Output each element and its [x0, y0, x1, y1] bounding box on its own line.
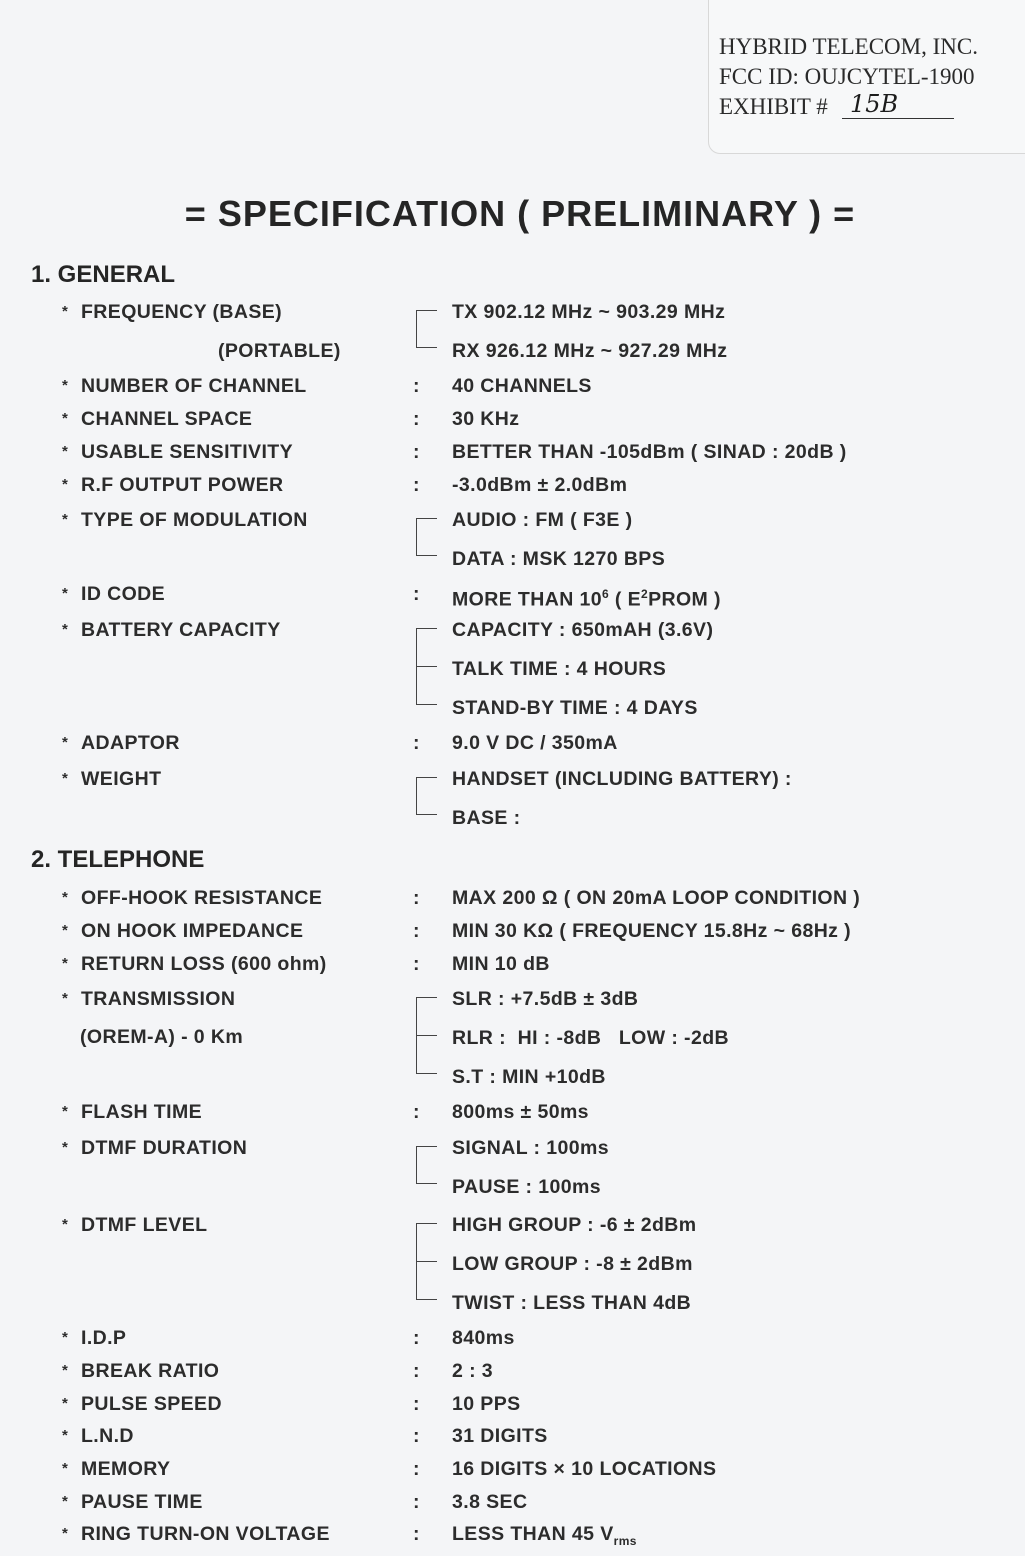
modulation-bracket — [416, 518, 437, 556]
onhook-value: MIN 30 KΩ ( FREQUENCY 15.8Hz ~ 68Hz ) — [452, 920, 852, 942]
dtmf-signal-value: SIGNAL : 100ms — [452, 1137, 609, 1159]
channels-value: 40 CHANNELS — [452, 375, 592, 397]
colon: : — [413, 1458, 420, 1480]
section-telephone-heading: 2. TELEPHONE — [31, 846, 205, 873]
modulation-data-value: DATA : MSK 1270 BPS — [452, 548, 666, 570]
frequency-label: * FREQUENCY (BASE) — [62, 301, 283, 323]
offhook-value: MAX 200 Ω ( ON 20mA LOOP CONDITION ) — [452, 887, 861, 909]
transmission-label: * TRANSMISSION — [62, 988, 236, 1010]
return-loss-label: * RETURN LOSS (600 ohm) — [62, 953, 327, 975]
dtmf-pause-value: PAUSE : 100ms — [452, 1176, 601, 1198]
channel-space-value: 30 KHz — [452, 408, 520, 430]
colon: : — [413, 953, 420, 975]
id-code-label: * ID CODE — [62, 583, 166, 605]
frequency-rx-value: RX 926.12 MHz ~ 927.29 MHz — [452, 340, 728, 362]
exhibit-number: 15B — [842, 93, 954, 119]
pause-time-label: * PAUSE TIME — [62, 1491, 203, 1513]
fcc-id: FCC ID: OUJCYTEL-1900 — [719, 64, 975, 89]
memory-label: * MEMORY — [62, 1458, 171, 1480]
colon: : — [413, 1491, 420, 1513]
weight-base-value: BASE : — [452, 807, 521, 829]
id-code-value: MORE THAN $10^6$ ( $E^2PROM$ ) — [452, 587, 721, 611]
adaptor-value: 9.0 V DC / 350mA — [452, 732, 618, 754]
flash-time-value: 800ms ± 50ms — [452, 1101, 589, 1123]
battery-label: * BATTERY CAPACITY — [62, 619, 281, 641]
company-name: HYBRID TELECOM, INC. — [719, 34, 978, 59]
channels-label: * NUMBER OF CHANNEL — [62, 375, 307, 397]
lnd-value: 31 DIGITS — [452, 1425, 548, 1447]
offhook-label: * OFF-HOOK RESISTANCE — [62, 887, 323, 909]
frequency-bracket — [416, 310, 437, 348]
colon: : — [413, 474, 420, 496]
frequency-tx-value: TX 902.12 MHz ~ 903.29 MHz — [452, 301, 726, 323]
colon: : — [413, 441, 420, 463]
colon: : — [413, 887, 420, 909]
rf-output-label: * R.F OUTPUT POWER — [62, 474, 284, 496]
modulation-label: * TYPE OF MODULATION — [62, 509, 308, 531]
memory-value: 16 DIGITS × 10 LOCATIONS — [452, 1458, 717, 1480]
weight-label: * WEIGHT — [62, 768, 162, 790]
battery-standby-value: STAND-BY TIME : 4 DAYS — [452, 697, 698, 719]
weight-bracket — [416, 777, 437, 815]
modulation-audio-value: AUDIO : FM ( F3E ) — [452, 509, 633, 531]
ring-voltage-label: * RING TURN-ON VOLTAGE — [62, 1523, 330, 1545]
flash-time-label: * FLASH TIME — [62, 1101, 202, 1123]
adaptor-label: * ADAPTOR — [62, 732, 180, 754]
onhook-label: * ON HOOK IMPEDANCE — [62, 920, 304, 942]
dtmf-twist-value: TWIST : LESS THAN 4dB — [452, 1292, 692, 1314]
transmission-rlr-value: RLR : HI : -8dB LOW : -2dB — [452, 1027, 729, 1049]
lnd-label: * L.N.D — [62, 1425, 134, 1447]
dtmf-duration-bracket — [416, 1146, 437, 1184]
colon: : — [413, 375, 420, 397]
dtmf-high-value: HIGH GROUP : -6 ± 2dBm — [452, 1214, 697, 1236]
battery-bracket — [416, 628, 437, 705]
battery-capacity-value: CAPACITY : 650mAH (3.6V) — [452, 619, 714, 641]
transmission-sublabel: (OREM-A) - 0 Km — [80, 1026, 244, 1048]
colon: : — [413, 1425, 420, 1447]
dtmf-low-value: LOW GROUP : -8 ± 2dBm — [452, 1253, 693, 1275]
break-ratio-label: * BREAK RATIO — [62, 1360, 220, 1382]
transmission-st-value: S.T : MIN +10dB — [452, 1066, 606, 1088]
idp-value: 840ms — [452, 1327, 515, 1349]
sensitivity-label: * USABLE SENSITIVITY — [62, 441, 293, 463]
dtmf-level-bracket — [416, 1223, 437, 1300]
frequency-sublabel: (PORTABLE) — [218, 340, 341, 362]
pause-time-value: 3.8 SEC — [452, 1491, 528, 1513]
colon: : — [413, 583, 420, 605]
battery-talk-value: TALK TIME : 4 HOURS — [452, 658, 667, 680]
colon: : — [413, 1101, 420, 1123]
section-general-heading: 1. GENERAL — [31, 261, 176, 288]
colon: : — [413, 732, 420, 754]
exhibit-label: EXHIBIT # — [719, 94, 828, 119]
document-title: = SPECIFICATION ( PRELIMINARY ) = — [184, 193, 856, 234]
colon: : — [413, 920, 420, 942]
break-ratio-value: 2 : 3 — [452, 1360, 494, 1382]
colon: : — [413, 1523, 420, 1545]
transmission-slr-value: SLR : +7.5dB ± 3dB — [452, 988, 639, 1010]
rf-output-value: -3.0dBm ± 2.0dBm — [452, 474, 628, 496]
exhibit-stamp — [708, 0, 1025, 154]
colon: : — [413, 1327, 420, 1349]
pulse-speed-label: * PULSE SPEED — [62, 1393, 222, 1415]
sensitivity-value: BETTER THAN -105dBm ( SINAD : 20dB ) — [452, 441, 847, 463]
channel-space-label: * CHANNEL SPACE — [62, 408, 253, 430]
colon: : — [413, 1360, 420, 1382]
colon: : — [413, 408, 420, 430]
ring-voltage-value: LESS THAN 45 $V_{rms}$ — [452, 1523, 637, 1548]
transmission-bracket — [416, 997, 437, 1074]
pulse-speed-value: 10 PPS — [452, 1393, 521, 1415]
return-loss-value: MIN 10 dB — [452, 953, 550, 975]
weight-handset-value: HANDSET (INCLUDING BATTERY) : — [452, 768, 792, 790]
dtmf-level-label: * DTMF LEVEL — [62, 1214, 208, 1236]
colon: : — [413, 1393, 420, 1415]
idp-label: * I.D.P — [62, 1327, 127, 1349]
dtmf-duration-label: * DTMF DURATION — [62, 1137, 248, 1159]
